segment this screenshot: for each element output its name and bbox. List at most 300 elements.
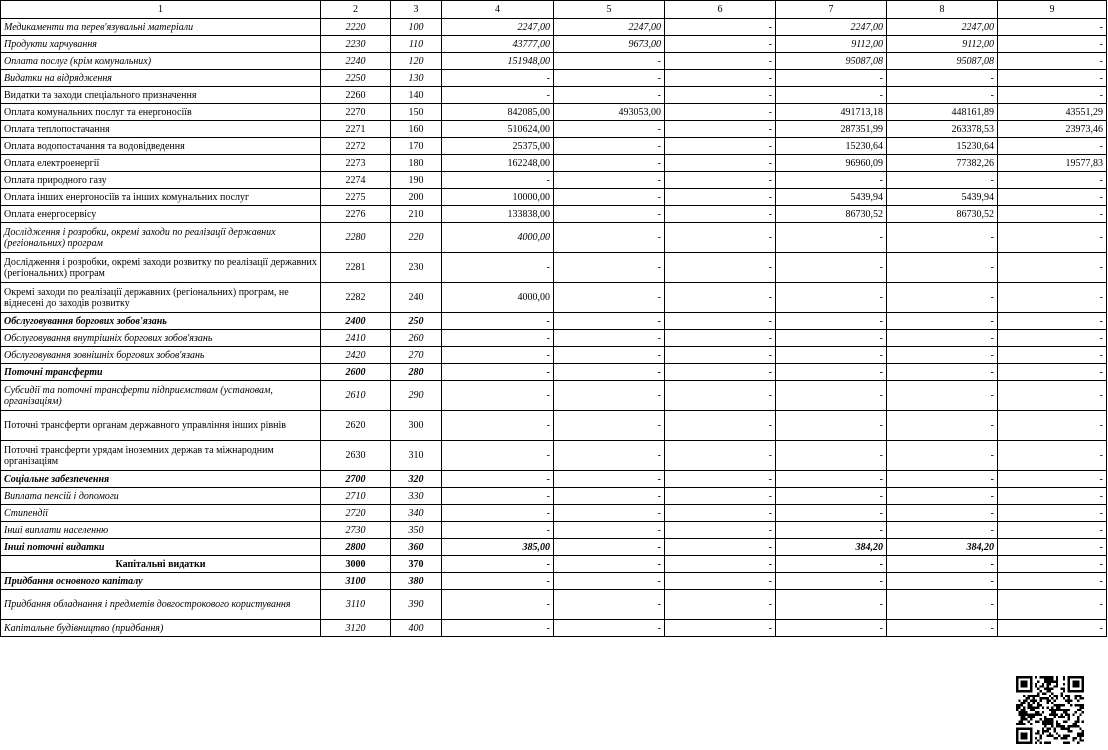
row-code: 200 <box>391 189 442 206</box>
col-header-1: 1 <box>1 1 321 19</box>
row-code: 380 <box>391 573 442 590</box>
row-col6: - <box>665 364 776 381</box>
row-name: Стипендії <box>1 505 321 522</box>
row-col5: - <box>554 620 665 637</box>
row-col7: - <box>776 364 887 381</box>
table-row <box>1 347 1107 364</box>
row-col7: - <box>776 283 887 313</box>
row-code: 400 <box>391 620 442 637</box>
row-col5: - <box>554 441 665 471</box>
row-kekv: 2420 <box>321 347 391 364</box>
table-row <box>1 223 1107 253</box>
row-code: 100 <box>391 19 442 36</box>
row-col9: - <box>998 138 1107 155</box>
row-name: Виплата пенсій і допомоги <box>1 488 321 505</box>
row-name: Медикаменти та перев'язувальні матеріали <box>1 19 321 36</box>
row-kekv: 2282 <box>321 283 391 313</box>
row-col8: - <box>887 253 998 283</box>
row-col7: 287351,99 <box>776 121 887 138</box>
row-col9: - <box>998 313 1107 330</box>
row-col6: - <box>665 87 776 104</box>
row-kekv: 2610 <box>321 381 391 411</box>
row-col5: - <box>554 70 665 87</box>
row-col6: - <box>665 590 776 620</box>
row-col7: 9112,00 <box>776 36 887 53</box>
row-kekv: 2250 <box>321 70 391 87</box>
col-header-3: 3 <box>391 1 442 19</box>
row-col4: 10000,00 <box>442 189 554 206</box>
table-row <box>1 505 1107 522</box>
row-name: Оплата водопостачання та водовідведення <box>1 138 321 155</box>
row-col4: 4000,00 <box>442 223 554 253</box>
row-col8: 5439,94 <box>887 189 998 206</box>
row-col7: - <box>776 253 887 283</box>
row-col8: - <box>887 471 998 488</box>
row-col8: - <box>887 223 998 253</box>
row-name: Оплата інших енергоносіїв та інших комунальних послуг <box>1 189 321 206</box>
row-col8: - <box>887 505 998 522</box>
row-col5: - <box>554 53 665 70</box>
row-col4: - <box>442 330 554 347</box>
row-code: 390 <box>391 590 442 620</box>
row-col4: - <box>442 364 554 381</box>
row-col6: - <box>665 155 776 172</box>
row-code: 180 <box>391 155 442 172</box>
row-col6: - <box>665 138 776 155</box>
row-col9: - <box>998 19 1107 36</box>
row-col4: 2247,00 <box>442 19 554 36</box>
row-code: 220 <box>391 223 442 253</box>
row-col8: - <box>887 556 998 573</box>
row-col4: 162248,00 <box>442 155 554 172</box>
column-number-row <box>1 1 1107 19</box>
row-name: Інші виплати населенню <box>1 522 321 539</box>
table-row <box>1 488 1107 505</box>
row-col5: - <box>554 347 665 364</box>
row-name: Видатки та заходи спеціального призначення <box>1 87 321 104</box>
col-header-8: 8 <box>887 1 998 19</box>
row-code: 330 <box>391 488 442 505</box>
row-col5: - <box>554 471 665 488</box>
row-col6: - <box>665 539 776 556</box>
row-col5: - <box>554 206 665 223</box>
row-col9: - <box>998 36 1107 53</box>
row-name: Оплата послуг (крім комунальних) <box>1 53 321 70</box>
row-col7: - <box>776 313 887 330</box>
row-kekv: 2273 <box>321 155 391 172</box>
row-kekv: 2271 <box>321 121 391 138</box>
row-col6: - <box>665 505 776 522</box>
row-col9: - <box>998 53 1107 70</box>
row-col4: - <box>442 488 554 505</box>
row-code: 240 <box>391 283 442 313</box>
row-col6: - <box>665 441 776 471</box>
row-kekv: 2620 <box>321 411 391 441</box>
table-row <box>1 381 1107 411</box>
row-col9: - <box>998 223 1107 253</box>
row-name: Оплата енергосервісу <box>1 206 321 223</box>
row-col6: - <box>665 283 776 313</box>
row-col4: 25375,00 <box>442 138 554 155</box>
row-col7: - <box>776 573 887 590</box>
row-col8: 9112,00 <box>887 36 998 53</box>
row-name: Придбання основного капіталу <box>1 573 321 590</box>
row-col5: - <box>554 138 665 155</box>
row-col9: - <box>998 189 1107 206</box>
row-kekv: 2276 <box>321 206 391 223</box>
row-code: 370 <box>391 556 442 573</box>
table-row <box>1 364 1107 381</box>
row-col5: - <box>554 364 665 381</box>
row-col8: - <box>887 441 998 471</box>
table-row <box>1 590 1107 620</box>
row-col7: - <box>776 441 887 471</box>
row-col6: - <box>665 53 776 70</box>
row-col4: - <box>442 253 554 283</box>
row-col7: 96960,09 <box>776 155 887 172</box>
row-col4: 510624,00 <box>442 121 554 138</box>
row-col9: - <box>998 70 1107 87</box>
row-col8: 263378,53 <box>887 121 998 138</box>
row-col6: - <box>665 104 776 121</box>
row-col5: - <box>554 556 665 573</box>
row-code: 190 <box>391 172 442 189</box>
row-name: Капітальні видатки <box>1 556 321 573</box>
row-kekv: 2272 <box>321 138 391 155</box>
row-col7: 491713,18 <box>776 104 887 121</box>
col-header-7: 7 <box>776 1 887 19</box>
row-col8: - <box>887 590 998 620</box>
row-kekv: 2700 <box>321 471 391 488</box>
row-col5: - <box>554 488 665 505</box>
row-col6: - <box>665 411 776 441</box>
row-col7: 95087,08 <box>776 53 887 70</box>
row-col4: - <box>442 381 554 411</box>
row-code: 230 <box>391 253 442 283</box>
col-header-4: 4 <box>442 1 554 19</box>
row-name: Оплата електроенергії <box>1 155 321 172</box>
row-code: 350 <box>391 522 442 539</box>
row-col6: - <box>665 330 776 347</box>
row-col8: 448161,89 <box>887 104 998 121</box>
row-col9: - <box>998 330 1107 347</box>
row-name: Інші поточні видатки <box>1 539 321 556</box>
row-col4: - <box>442 70 554 87</box>
col-header-6: 6 <box>665 1 776 19</box>
table-row <box>1 172 1107 189</box>
row-col9: - <box>998 381 1107 411</box>
row-code: 260 <box>391 330 442 347</box>
table-row <box>1 330 1107 347</box>
row-code: 150 <box>391 104 442 121</box>
row-col6: - <box>665 172 776 189</box>
row-col8: - <box>887 87 998 104</box>
row-col9: 19577,83 <box>998 155 1107 172</box>
row-col5: - <box>554 505 665 522</box>
row-name: Придбання обладнання і предметів довгострокового користування <box>1 590 321 620</box>
row-col4: - <box>442 590 554 620</box>
table-row <box>1 313 1107 330</box>
table-row <box>1 189 1107 206</box>
row-name: Оплата теплопостачання <box>1 121 321 138</box>
row-col9: - <box>998 347 1107 364</box>
row-code: 310 <box>391 441 442 471</box>
row-col9: - <box>998 206 1107 223</box>
row-kekv: 2274 <box>321 172 391 189</box>
row-col9: 23973,46 <box>998 121 1107 138</box>
table-row <box>1 121 1107 138</box>
row-col9: - <box>998 253 1107 283</box>
row-col5: - <box>554 539 665 556</box>
row-col8: - <box>887 70 998 87</box>
row-code: 300 <box>391 411 442 441</box>
row-col9: - <box>998 573 1107 590</box>
row-col4: 4000,00 <box>442 283 554 313</box>
row-col6: - <box>665 488 776 505</box>
row-col8: 15230,64 <box>887 138 998 155</box>
row-col8: - <box>887 411 998 441</box>
row-col5: - <box>554 573 665 590</box>
row-kekv: 2720 <box>321 505 391 522</box>
row-col5: - <box>554 189 665 206</box>
row-name: Соціальне забезпечення <box>1 471 321 488</box>
row-col8: - <box>887 488 998 505</box>
row-col6: - <box>665 573 776 590</box>
table-row <box>1 283 1107 313</box>
row-code: 170 <box>391 138 442 155</box>
row-col9: - <box>998 556 1107 573</box>
row-col5: - <box>554 522 665 539</box>
row-col7: 86730,52 <box>776 206 887 223</box>
row-col7: - <box>776 411 887 441</box>
row-col6: - <box>665 556 776 573</box>
row-name: Субсидії та поточні трансферти підприємствам (установам, організаціям) <box>1 381 321 411</box>
row-col9: - <box>998 488 1107 505</box>
row-col5: - <box>554 590 665 620</box>
row-col4: - <box>442 172 554 189</box>
row-kekv: 3100 <box>321 573 391 590</box>
row-col5: - <box>554 283 665 313</box>
row-name: Обслуговування зовнішніх боргових зобов'язань <box>1 347 321 364</box>
row-col9: - <box>998 441 1107 471</box>
row-col9: - <box>998 539 1107 556</box>
row-name: Окремі заходи по реалізації державних (регіональних) програм, не віднесені до заходів розвитку <box>1 283 321 313</box>
row-col6: - <box>665 522 776 539</box>
row-code: 210 <box>391 206 442 223</box>
row-col5: - <box>554 223 665 253</box>
table-row <box>1 155 1107 172</box>
row-code: 110 <box>391 36 442 53</box>
row-code: 140 <box>391 87 442 104</box>
row-col7: - <box>776 381 887 411</box>
report-body <box>1 19 1107 637</box>
row-col5: - <box>554 155 665 172</box>
row-kekv: 3110 <box>321 590 391 620</box>
row-name: Видатки на відрядження <box>1 70 321 87</box>
row-code: 280 <box>391 364 442 381</box>
row-col8: - <box>887 381 998 411</box>
table-row <box>1 138 1107 155</box>
table-row <box>1 70 1107 87</box>
row-col9: - <box>998 620 1107 637</box>
row-kekv: 3120 <box>321 620 391 637</box>
row-col6: - <box>665 36 776 53</box>
row-col4: - <box>442 556 554 573</box>
table-row <box>1 253 1107 283</box>
row-col8: - <box>887 283 998 313</box>
row-kekv: 2400 <box>321 313 391 330</box>
row-col8: - <box>887 573 998 590</box>
row-col4: - <box>442 313 554 330</box>
row-kekv: 2275 <box>321 189 391 206</box>
row-col4: 43777,00 <box>442 36 554 53</box>
row-col6: - <box>665 189 776 206</box>
qr-code-icon <box>1016 676 1084 744</box>
row-name: Обслуговування внутрішніх боргових зобов'язань <box>1 330 321 347</box>
row-name: Поточні трансферти урядам іноземних держав та міжнародним організаціям <box>1 441 321 471</box>
row-kekv: 2280 <box>321 223 391 253</box>
row-col4: - <box>442 573 554 590</box>
row-col8: - <box>887 313 998 330</box>
row-col5: - <box>554 411 665 441</box>
row-kekv: 2630 <box>321 441 391 471</box>
col-header-5: 5 <box>554 1 665 19</box>
row-col5: - <box>554 330 665 347</box>
row-col7: - <box>776 620 887 637</box>
row-col6: - <box>665 70 776 87</box>
row-col5: 493053,00 <box>554 104 665 121</box>
row-code: 160 <box>391 121 442 138</box>
row-kekv: 2240 <box>321 53 391 70</box>
row-col8: - <box>887 330 998 347</box>
row-name: Дослідження і розробки, окремі заходи розвитку по реалізації державних (регіональних) програм <box>1 253 321 283</box>
row-col4: 151948,00 <box>442 53 554 70</box>
row-code: 360 <box>391 539 442 556</box>
row-kekv: 2410 <box>321 330 391 347</box>
row-col4: 133838,00 <box>442 206 554 223</box>
row-col8: 2247,00 <box>887 19 998 36</box>
row-col4: - <box>442 411 554 441</box>
row-kekv: 2260 <box>321 87 391 104</box>
row-code: 320 <box>391 471 442 488</box>
row-col9: - <box>998 505 1107 522</box>
table-row <box>1 620 1107 637</box>
row-col6: - <box>665 347 776 364</box>
row-code: 270 <box>391 347 442 364</box>
row-col8: 384,20 <box>887 539 998 556</box>
row-name: Поточні трансферти <box>1 364 321 381</box>
row-col5: - <box>554 313 665 330</box>
row-kekv: 2800 <box>321 539 391 556</box>
col-header-9: 9 <box>998 1 1107 19</box>
table-row <box>1 441 1107 471</box>
row-col7: 2247,00 <box>776 19 887 36</box>
row-col6: - <box>665 19 776 36</box>
row-col7: - <box>776 556 887 573</box>
table-row <box>1 19 1107 36</box>
row-col7: - <box>776 488 887 505</box>
row-col7: 5439,94 <box>776 189 887 206</box>
row-col6: - <box>665 381 776 411</box>
row-col4: - <box>442 441 554 471</box>
row-col9: - <box>998 522 1107 539</box>
row-col6: - <box>665 223 776 253</box>
row-col9: - <box>998 283 1107 313</box>
row-col8: - <box>887 522 998 539</box>
table-row <box>1 471 1107 488</box>
table-row <box>1 573 1107 590</box>
table-row <box>1 411 1107 441</box>
row-col4: 842085,00 <box>442 104 554 121</box>
row-col4: - <box>442 347 554 364</box>
row-name: Обслуговування боргових зобов'язань <box>1 313 321 330</box>
row-code: 250 <box>391 313 442 330</box>
row-kekv: 3000 <box>321 556 391 573</box>
row-kekv: 2230 <box>321 36 391 53</box>
row-col9: - <box>998 87 1107 104</box>
row-col5: - <box>554 121 665 138</box>
col-header-2: 2 <box>321 1 391 19</box>
row-kekv: 2270 <box>321 104 391 121</box>
row-col4: 385,00 <box>442 539 554 556</box>
row-kekv: 2710 <box>321 488 391 505</box>
row-col7: - <box>776 347 887 364</box>
row-col8: 77382,26 <box>887 155 998 172</box>
row-col7: 15230,64 <box>776 138 887 155</box>
row-col4: - <box>442 505 554 522</box>
row-col4: - <box>442 471 554 488</box>
row-kekv: 2220 <box>321 19 391 36</box>
row-col6: - <box>665 206 776 223</box>
row-col6: - <box>665 471 776 488</box>
table-row <box>1 556 1107 573</box>
row-col8: - <box>887 620 998 637</box>
row-col9: - <box>998 364 1107 381</box>
row-name: Оплата природного газу <box>1 172 321 189</box>
row-col7: - <box>776 471 887 488</box>
row-kekv: 2730 <box>321 522 391 539</box>
table-row <box>1 87 1107 104</box>
row-code: 340 <box>391 505 442 522</box>
row-col5: 2247,00 <box>554 19 665 36</box>
row-name: Дослідження і розробки, окремі заходи по реалізації державних (регіональних) програм <box>1 223 321 253</box>
row-col7: - <box>776 590 887 620</box>
row-col8: - <box>887 172 998 189</box>
row-col4: - <box>442 87 554 104</box>
row-col8: 86730,52 <box>887 206 998 223</box>
row-col8: 95087,08 <box>887 53 998 70</box>
row-kekv: 2281 <box>321 253 391 283</box>
row-col6: - <box>665 313 776 330</box>
row-code: 290 <box>391 381 442 411</box>
row-col6: - <box>665 121 776 138</box>
row-name: Оплата комунальних послуг та енергоносіїв <box>1 104 321 121</box>
row-col7: - <box>776 70 887 87</box>
row-col7: - <box>776 87 887 104</box>
row-col9: 43551,29 <box>998 104 1107 121</box>
row-col5: - <box>554 253 665 283</box>
row-kekv: 2600 <box>321 364 391 381</box>
row-col7: - <box>776 522 887 539</box>
row-col8: - <box>887 364 998 381</box>
row-code: 120 <box>391 53 442 70</box>
row-col7: - <box>776 505 887 522</box>
table-row <box>1 53 1107 70</box>
row-col9: - <box>998 411 1107 441</box>
row-col7: - <box>776 330 887 347</box>
row-col7: - <box>776 223 887 253</box>
row-col5: - <box>554 87 665 104</box>
